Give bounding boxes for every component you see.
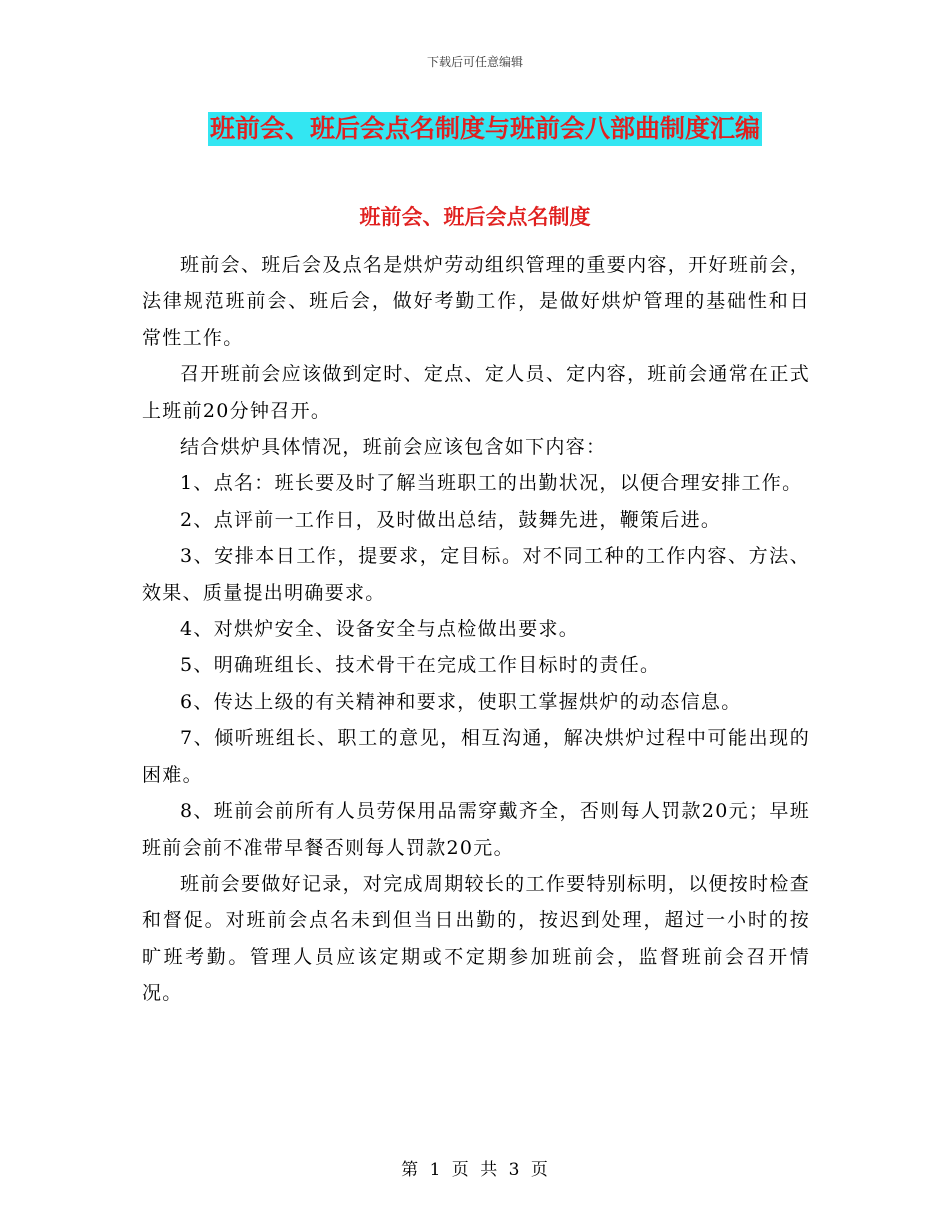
paragraph: 班前会、班后会及点名是烘炉劳动组织管理的重要内容，开好班前会，法律规范班前会、班后会，做好考勤工作，是做好烘炉管理的基础性和日常性工作。 (142, 254, 810, 349)
paragraph: 结合烘炉具体情况，班前会应该包含如下内容： (180, 436, 607, 459)
page-number-footer: 第 1 页 共 3 页 (401, 1160, 549, 1180)
list-item: 2、点评前一工作日，及时做出总结，鼓舞先进，鞭策后进。 (180, 508, 722, 531)
list-item: 6、传达上级的有关精神和要求，使职工掌握烘炉的动态信息。 (180, 690, 742, 713)
document-title: 班前会、班后会点名制度与班前会八部曲制度汇编 (208, 112, 762, 146)
list-item: 3、安排本日工作，提要求，定目标。对不同工种的工作内容、方法、效果、质量提出明确要求。 (142, 545, 810, 604)
list-item: 5、明确班组长、技术骨干在完成工作目标时的责任。 (180, 654, 661, 677)
list-item: 7、倾听班组长、职工的意见，相互沟通，解决烘炉过程中可能出现的困难。 (142, 727, 810, 786)
list-item: 4、对烘炉安全、设备安全与点检做出要求。 (180, 618, 580, 641)
list-item: 1、点名：班长要及时了解当班职工的出勤状况，以便合理安排工作。 (180, 472, 803, 495)
section-title: 班前会、班后会点名制度 (359, 205, 591, 229)
paragraph: 班前会要做好记录，对完成周期较长的工作要特别标明，以便按时检查和督促。对班前会点名未到但当日出勤的，按迟到处理，超过一小时的按旷班考勤。管理人员应该定期或不定期参加班前会，监督班前会召开情况。 (142, 872, 810, 1005)
list-item: 8、班前会前所有人员劳保用品需穿戴齐全，否则每人罚款20元；早班班前会前不准带早餐否则每人罚款20元。 (142, 800, 810, 859)
header-note: 下载后可任意编辑 (426, 55, 523, 69)
body-text (142, 247, 810, 1012)
paragraph: 召开班前会应该做到定时、定点、定人员、定内容，班前会通常在正式上班前20分钟召开。 (142, 363, 810, 422)
